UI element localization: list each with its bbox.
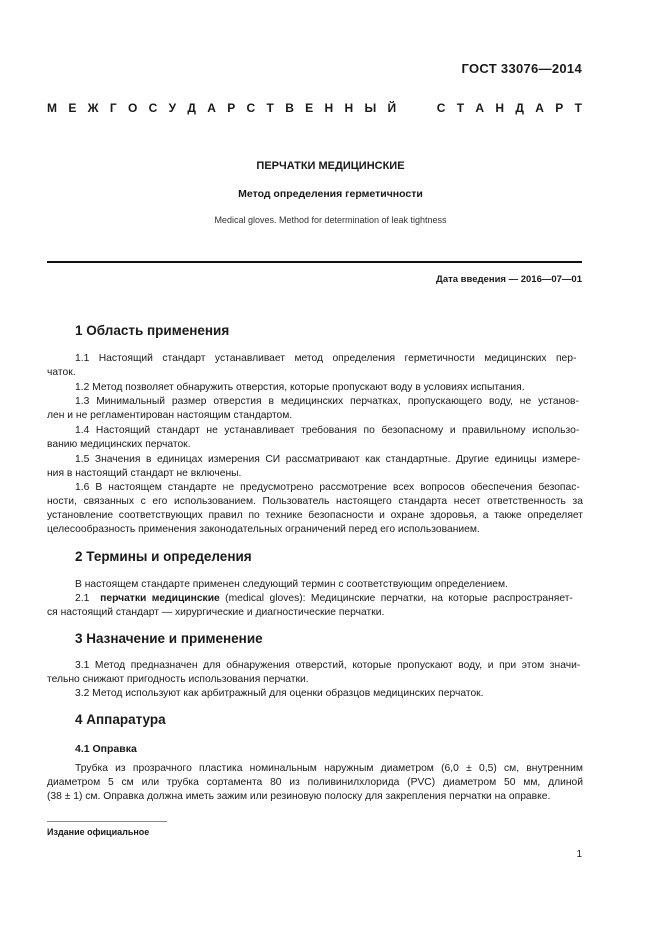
- paragraph-line: установление соответствующих правил по технике безопасности и охране здоровья, а также определяет: [47, 510, 583, 521]
- paragraph-line: 1.1 Настоящий стандарт устанавливает метод определения герметичности медицинских пер-: [75, 353, 577, 364]
- subsection-4-1-heading: 4.1 Оправка: [75, 743, 137, 755]
- term-definition: (medical gloves): Медицинские перчатки, на которые распространяет-: [219, 593, 573, 604]
- paragraph-line: 1.5 Значения в единицах измерения СИ рассматривают как стандартные. Другие единицы измере-: [75, 454, 581, 465]
- banner-letter: Т: [266, 101, 274, 115]
- term-name: перчатки медицинские: [100, 593, 220, 604]
- paragraph-line: тельно снижают пригодность использования перчатки.: [47, 674, 309, 685]
- header-divider: [47, 261, 582, 263]
- section-2-term-line: [75, 592, 573, 606]
- section-1-heading: 1 Область применения: [75, 323, 230, 338]
- banner-letter: Т: [574, 101, 582, 115]
- section-2-term-continuation: ся настоящий стандарт — хирургические и диагностические перчатки.: [47, 607, 385, 618]
- document-subtitle: Метод определения герметичности: [238, 188, 423, 200]
- paragraph-line: ности, связанных с его использованием. Пользователь настоящего стандарта несет ответственность за: [47, 496, 583, 507]
- footer-divider: [47, 821, 167, 822]
- banner-letter: Е: [68, 101, 77, 115]
- paragraph-line: чаток.: [47, 367, 76, 378]
- document-title-english: Medical gloves. Method for determination of leak tightness: [214, 215, 447, 225]
- paragraph-line: 1.4 Настоящий стандарт не устанавливает требования по безопасному и правильному использо-: [75, 425, 580, 436]
- document-title: ПЕРЧАТКИ МЕДИЦИНСКИЕ: [256, 160, 405, 172]
- paragraph-line: 1.3 Минимальный размер отверстия в медицинских перчатках, пропускающего воду, не установ-: [75, 396, 579, 407]
- banner-letter: Й: [387, 101, 397, 115]
- paragraph-line: 3.1 Метод предназначен для обнаружения отверстий, которые пропускают воду, и при этом значи-: [75, 660, 581, 671]
- banner-letter: Т: [456, 101, 465, 115]
- banner-letter: С: [246, 101, 256, 115]
- banner-letter: Е: [305, 101, 314, 115]
- banner-letter: С: [436, 101, 446, 115]
- banner-letter: Р: [227, 101, 236, 115]
- introduction-date: Дата введения — 2016—07—01: [436, 274, 582, 285]
- paragraph-line: целесообразность применения законодательных ограничений перед его использованием.: [47, 524, 480, 535]
- banner-letter: В: [285, 101, 294, 115]
- banner-letter: Н: [324, 101, 334, 115]
- section-2-intro: В настоящем стандарте применен следующий термин с соответствующим определением.: [75, 579, 508, 590]
- paragraph-line: 1.2 Метод позволяет обнаружить отверстия, которые пропускают воду в условиях испытания.: [75, 382, 525, 393]
- interstate-standard-banner: [47, 101, 582, 115]
- banner-letter: Н: [344, 101, 354, 115]
- banner-letter: А: [535, 101, 544, 115]
- banner-letter: У: [168, 101, 177, 115]
- paragraph-line: 1.6 В настоящем стандарте не предусмотрено рассмотрение всех вопросов обеспечения безопас-: [75, 482, 580, 493]
- paragraph-line: лен и не регламентирован настоящим стандартом.: [47, 410, 293, 421]
- section-3-heading: 3 Назначение и применение: [75, 631, 263, 646]
- banner-letter: Д: [515, 101, 524, 115]
- paragraph-line: (38 ± 1) см. Оправка должна иметь зажим или резиновую полоску для закрепления перчатки на оправке.: [47, 791, 551, 802]
- banner-letter: Н: [495, 101, 505, 115]
- paragraph-line: ния в настоящий стандарт не включены.: [47, 468, 242, 479]
- banner-letter: Ж: [87, 101, 99, 115]
- paragraph-line: диаметром 5 см или трубка сортамента 80 из поливинилхлорида (PVC) диаметром 50 мм, длиной: [47, 777, 583, 788]
- page-number: 1: [576, 849, 582, 860]
- banner-letter: А: [207, 101, 216, 115]
- section-2-heading: 2 Термины и определения: [75, 549, 252, 564]
- edition-note: Издание официальное: [47, 827, 150, 837]
- banner-letter: А: [475, 101, 485, 115]
- banner-letter: С: [148, 101, 158, 115]
- banner-letter: Ы: [364, 101, 377, 115]
- term-number: 2.1: [75, 593, 90, 604]
- paragraph-line: Трубка из прозрачного пластика номинальным наружным диаметром (6,0 ± 0,5) см, внутренним: [75, 763, 583, 774]
- section-4-heading: 4 Аппаратура: [75, 712, 166, 727]
- paragraph-line: ванию медицинских перчаток.: [47, 439, 191, 450]
- banner-letter: Г: [109, 101, 117, 115]
- document-code: ГОСТ 33076—2014: [461, 61, 582, 76]
- banner-letter: Р: [555, 101, 564, 115]
- banner-letter: О: [127, 101, 138, 115]
- banner-letter: М: [47, 101, 57, 115]
- banner-word-gap: [407, 101, 425, 115]
- paragraph-line: 3.2 Метод используют как арбитражный для оценки образцов медицинских перчаток.: [75, 688, 484, 699]
- banner-letter: Д: [187, 101, 196, 115]
